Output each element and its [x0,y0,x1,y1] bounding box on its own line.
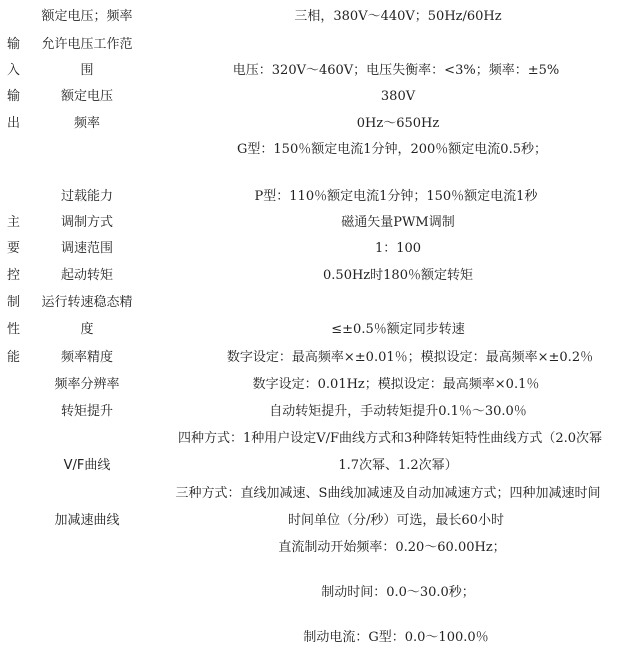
value-accel-curve-line1: 三种方式：直线加减速、S曲线加减速及自动加减速方式；四种加减速时间 [175,486,601,501]
value-dc-brake-time: 制动时间：0.0～30.0秒； [321,585,475,600]
value-dc-brake-start-freq: 直流制动开始频率：0.20～60.00Hz； [278,540,506,555]
group-main-char-4: 制 [7,295,21,310]
value-dc-brake-current: 制动电流：G型：0.0～100.0％ [303,630,489,645]
value-start-torque: 0.50Hz时180％额定转矩 [323,268,473,283]
value-vf-curve-line2: 1.7次幂、1.2次幂） [338,458,458,473]
label-steady-speed-line2: 度 [80,322,94,337]
label-start-torque: 起动转矩 [60,268,114,283]
value-freq-resolution: 数字设定：0.01Hz；模拟设定：最高频率×0.1％ [252,377,540,392]
value-output-rated-voltage: 380V [380,89,416,104]
value-vf-curve-line1: 四种方式：1种用户设定V/F曲线方式和3种降转矩特性曲线方式（2.0次幂 [177,431,603,446]
value-rated-voltage-freq: 三相，380V～440V；50Hz/60Hz [294,9,502,24]
group-input-char-1: 输 [7,37,21,52]
group-input-char-2: 入 [7,63,21,78]
label-torque-boost: 转矩提升 [60,404,114,419]
label-vf-curve: V/F曲线 [63,458,111,473]
label-output-frequency: 频率 [73,116,101,131]
label-output-rated-voltage: 额定电压 [60,89,114,104]
label-steady-speed-line1: 运行转速稳态精 [41,295,133,310]
label-freq-accuracy: 频率精度 [60,350,114,365]
value-modulation: 磁通矢量PWM调制 [341,215,455,230]
value-torque-boost: 自动转矩提升，手动转矩提升0.1％～30.0％ [269,404,527,419]
value-allowed-voltage: 电压：320V～460V；电压失衡率：<3%；频率：±5% [232,63,560,78]
label-freq-resolution: 频率分辨率 [54,377,120,392]
group-output-char-2: 出 [7,116,21,131]
value-overload-line2: P型：110％额定电流1分钟；150％额定电流1秒 [254,189,538,204]
label-modulation: 调制方式 [60,215,114,230]
value-accel-curve-line2: 时间单位（分/秒）可选，最长60小时 [288,513,504,528]
label-allowed-voltage-line1: 允许电压工作范 [41,37,133,52]
group-output-char-1: 输 [7,89,21,104]
label-overload: 过载能力 [60,189,114,204]
label-speed-range: 调速范围 [60,241,114,256]
group-main-char-3: 控 [7,268,21,283]
value-freq-accuracy: 数字设定：最高频率×±0.01％；模拟设定：最高频率×±0.2％ [226,350,594,365]
group-main-char-1: 主 [7,215,21,230]
value-overload-line1: G型：150％额定电流1分钟，200％额定电流0.5秒； [237,142,547,157]
label-allowed-voltage-line2: 围 [80,63,94,78]
value-speed-range: 1：100 [374,241,422,256]
label-rated-voltage-freq: 额定电压；频率 [41,9,133,24]
group-main-char-5: 性 [7,322,21,337]
group-main-char-2: 要 [7,241,21,256]
value-steady-speed: ≤±0.5％额定同步转速 [331,322,465,337]
label-accel-curve: 加减速曲线 [54,513,120,528]
value-output-frequency: 0Hz～650Hz [356,116,440,131]
group-main-char-6: 能 [7,350,21,365]
